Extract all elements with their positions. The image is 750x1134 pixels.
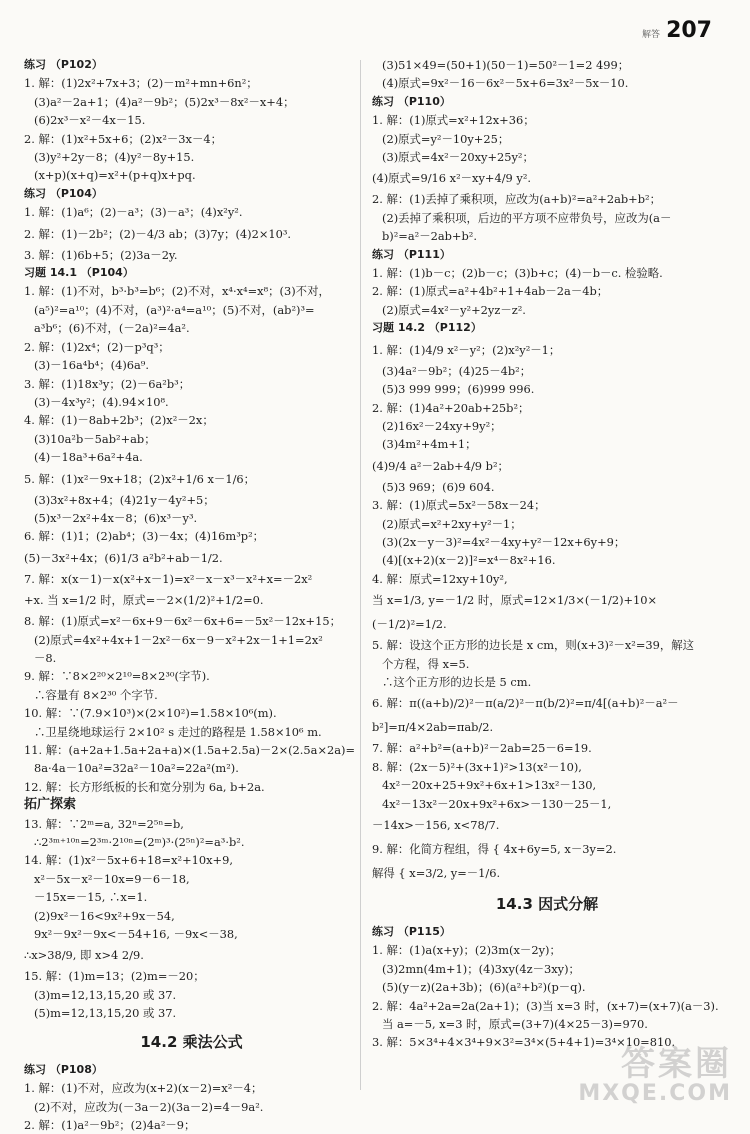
answer-line: 1. 解：(1)原式=x²+12x+36； bbox=[372, 113, 535, 128]
answer-line: 10. 解：∵(7.9×10³)×(2×10²)=1.58×10⁶(m). bbox=[24, 706, 277, 721]
answer-line: 1. 解：(1)b－c；(2)b－c；(3)b+c；(4)－b－c. 检验略. bbox=[372, 266, 663, 281]
answer-line: 1. 解：(1)不对，b³·b³=b⁶；(2)不对，x⁴·x⁴=x⁸；(3)不对， bbox=[24, 284, 330, 299]
answer-line: (5)x³－2x²+4x－8；(6)x³－y³. bbox=[34, 510, 198, 525]
answer-line: 2. 解：(1)2x⁴；(2)－p³q³； bbox=[24, 339, 170, 354]
answer-line: 13. 解：∵2ᵐ=a, 32ⁿ=2⁵ⁿ=b, bbox=[24, 816, 184, 831]
answer-line: (3)a²－2a+1；(4)a²－9b²；(5)2x³－8x²－x+4； bbox=[34, 94, 295, 109]
answer-line: (3)－16a⁴b⁴；(4)6a⁹. bbox=[34, 358, 149, 373]
answer-line: (3)4m²+4m+1； bbox=[382, 437, 477, 452]
answer-line: 3. 解：(1)18x³y；(2)－6a²b³； bbox=[24, 376, 191, 391]
answer-line: 4x²－13x²－20x+9x²+6x>－130－25－1, bbox=[382, 796, 612, 811]
answer-line: 3. 解：(1)6b+5；(2)3a－2y. bbox=[24, 247, 178, 262]
answer-line: 12. 解：长方形纸板的长和宽分别为 6a, b+2a. bbox=[24, 779, 265, 794]
exercise-heading: 习题 14.1 （P104） bbox=[24, 266, 134, 280]
page-header bbox=[642, 18, 712, 43]
answer-line: (－1/2)²=1/2. bbox=[372, 617, 447, 632]
answer-line: (5)3 969；(6)9 604. bbox=[382, 479, 495, 494]
answer-line: (3)3x²+8x+4；(4)21y－4y²+5； bbox=[34, 492, 215, 507]
section-heading: 14.2 乘法公式 bbox=[140, 1032, 243, 1051]
section-heading: 14.3 因式分解 bbox=[495, 895, 599, 913]
answer-line: 9. 解：∵8×2²⁰×2¹⁰=8×2³⁰(字节). bbox=[24, 669, 210, 684]
page-number: 207 bbox=[666, 18, 712, 43]
answer-line: 2. 解：(1)－2b²；(2)－4/3 ab；(3)7y；(4)2×10³. bbox=[24, 226, 292, 241]
answer-line: (3)y²+2y－8；(4)y²－8y+15. bbox=[34, 150, 195, 165]
answer-line: ∴这个正方形的边长是 5 cm. bbox=[382, 674, 532, 689]
answer-line: 1. 解：(1)4/9 x²－y²；(2)x²y²－1； bbox=[372, 342, 561, 357]
answer-line: ∴容量有 8×2³⁰ 个字节. bbox=[34, 687, 158, 702]
answer-line: 2. 解：(1)丢掉了乘积项，应改为(a+b)²=a²+2ab+b²； bbox=[372, 192, 661, 207]
exercise-heading: 练习 （P104） bbox=[24, 186, 103, 200]
answer-line: (2)原式=x²+2xy+y²－1； bbox=[382, 516, 522, 531]
answer-line: 2. 解：4a²+2a=2a(2a+1)；(3)当 x=3 时，(x+7)=(x+7)(a－3). bbox=[372, 998, 719, 1013]
watermark-text-cn: 答案圈 bbox=[621, 1044, 732, 1084]
answer-line: 个方程，得 x=5. bbox=[382, 656, 470, 671]
answer-line: 4x²－20x+25+9x²+6x+1>13x²－130, bbox=[382, 778, 597, 793]
answer-line: 4. 解：(1)－8ab+2b³；(2)x²－2x； bbox=[24, 413, 214, 428]
answer-line: (5)(y－z)(2a+3b)；(6)(a²+b²)(p－q). bbox=[382, 980, 586, 995]
exercise-heading: 习题 14.2 （P112） bbox=[372, 321, 482, 335]
answer-line: 解得 { x=3/2, y=－1/6. bbox=[372, 866, 501, 880]
exercise-heading: 拓广探索 bbox=[24, 797, 77, 813]
exercise-heading: 练习 （P110） bbox=[372, 94, 451, 108]
answer-line: +x. 当 x=1/2 时，原式=－2×(1/2)²+1/2=0. bbox=[24, 593, 264, 608]
answer-line: (2)原式=4x²－y²+2yz－z². bbox=[382, 302, 526, 317]
answer-line: (3)原式=4x²－20xy+25y²； bbox=[382, 150, 534, 165]
answer-line: (x+p)(x+q)=x²+(p+q)x+pq. bbox=[34, 168, 196, 183]
answer-line: 8. 解：(2x－5)²+(3x+1)²>13(x²－10), bbox=[372, 759, 582, 774]
answer-line: 9x²－9x²－9x<－54+16, －9x<－38, bbox=[34, 927, 238, 942]
answer-line: a³b⁶；(6)不对，(－2a)²=4a². bbox=[34, 321, 190, 336]
answer-line: (5)3 999 999；(6)999 996. bbox=[382, 382, 535, 397]
answer-line: 14. 解：(1)x²－5x+6+18=x²+10x+9, bbox=[24, 853, 233, 868]
answer-line: (4)原式=9x²－16－6x²－5x+6=3x²－5x－10. bbox=[382, 76, 629, 91]
answer-line: －15x=－15, ∴x=1. bbox=[34, 890, 148, 905]
answer-line: ∴x>38/9, 即 x>4 2/9. bbox=[24, 948, 144, 963]
answer-line: 2. 解：(1)原式=a²+4b²+1+4ab－2a－4b； bbox=[372, 284, 609, 299]
exercise-heading: 练习 （P111） bbox=[372, 247, 451, 261]
answer-line: 1. 解：(1)a(x+y)；(2)3m(x－2y)； bbox=[372, 943, 561, 958]
answer-line: (2)原式=y²－10y+25； bbox=[382, 131, 510, 146]
answer-line: (3)51×49=(50+1)(50－1)=50²－1=2 499； bbox=[382, 58, 630, 72]
answer-line: 4. 解：原式=12xy+10y², bbox=[372, 571, 508, 586]
answer-line: 1. 解：(1)不对，应改为(x+2)(x－2)=x²－4； bbox=[24, 1081, 263, 1096]
answer-line: (2)丢掉了乘积项，后边的平方项不应带负号，应改为(a－ bbox=[382, 210, 672, 225]
answer-line: (4)－18a³+6a²+4a. bbox=[34, 450, 143, 465]
right-column bbox=[372, 56, 722, 1052]
answer-line: 6. 解：π((a+b)/2)²－π(a/2)²－π(b/2)²=π/4[(a+b)²－a²－ bbox=[372, 696, 679, 711]
left-column bbox=[24, 56, 359, 1134]
answer-line: 3. 解：(1)原式=5x²－58x－24； bbox=[372, 498, 546, 513]
answer-line: 1. 解：(1)a⁶；(2)－a³；(3)－a³；(4)x²y². bbox=[24, 205, 243, 220]
answer-line: 2. 解：(1)a²－9b²；(2)4a²－9； bbox=[24, 1117, 196, 1132]
answer-line: －14x>－156, x<78/7. bbox=[372, 818, 500, 832]
answer-line: (3)m=12,13,15,20 或 37. bbox=[34, 987, 177, 1002]
answer-line: (5)－3x²+4x；(6)1/3 a²b²+ab－1/2. bbox=[24, 550, 223, 565]
answer-line: 当 x=1/3, y=－1/2 时，原式=12×1/3×(－1/2)+10× bbox=[372, 593, 658, 608]
answer-line: b²]=π/4×2ab=πab/2. bbox=[372, 720, 494, 735]
answer-line: (3)－4x³y²；(4).94×10⁸. bbox=[34, 394, 169, 409]
answer-line: 7. 解：x(x－1)－x(x²+x－1)=x²－x－x³－x²+x=－2x² bbox=[24, 571, 313, 586]
answer-line: (2)16x²－24xy+9y²； bbox=[382, 418, 502, 433]
answer-line: (2)原式=4x²+4x+1－2x²－6x－9－x²+2x－1+1=2x² bbox=[34, 632, 323, 647]
exercise-heading: 练习 （P102） bbox=[24, 58, 103, 71]
exercise-heading: 练习 （P115） bbox=[372, 925, 451, 938]
answer-line: (4)9/4 a²－2ab+4/9 b²； bbox=[372, 458, 509, 473]
answer-line: 11. 解：(a+2a+1.5a+2a+a)×(1.5a+2.5a)－2×(2.5a×2a)= bbox=[24, 743, 356, 757]
answer-line: 2. 解：(1)4a²+20ab+25b²； bbox=[372, 400, 530, 415]
answer-line: 3. 解：5×3⁴+4×3⁴+9×3²=3⁴×(5+4+1)=3⁴×10=810. bbox=[372, 1035, 676, 1050]
answer-line: (3)(2x－y－3)²=4x²－4xy+y²－12x+6y+9； bbox=[382, 534, 626, 549]
answer-line: 当 a=－5, x=3 时，原式=(3+7)(4×25－3)=970. bbox=[382, 1017, 648, 1032]
answer-line: 9. 解：化简方程组，得 { 4x+6y=5, x－3y=2. bbox=[372, 842, 617, 856]
answer-line: 5. 解：(1)x²－9x+18；(2)x²+1/6 x－1/6； bbox=[24, 471, 256, 486]
answer-line: 6. 解：(1)1；(2)ab⁴；(3)－4x；(4)16m³p²； bbox=[24, 529, 265, 544]
answer-line: (3)10a²b－5ab²+ab； bbox=[34, 431, 156, 446]
answer-line: 5. 解：设这个正方形的边长是 x cm，则(x+3)²－x²=39，解这 bbox=[372, 638, 695, 653]
answer-line: (4)原式=9/16 x²－xy+4/9 y². bbox=[372, 171, 532, 186]
answer-line: (6)2x³－x²－4x－15. bbox=[34, 113, 146, 128]
column-divider bbox=[360, 60, 361, 1090]
answer-line: x²－5x－x²－10x=9－6－18, bbox=[34, 871, 190, 886]
answer-line: (2)9x²－16<9x²+9x－54, bbox=[34, 908, 175, 923]
answer-line: ∴2³ᵐ⁺¹⁰ⁿ=2³ᵐ·2¹⁰ⁿ=(2ᵐ)³·(2⁵ⁿ)²=a³·b². bbox=[34, 835, 245, 850]
answer-line: (3)2mn(4m+1)；(4)3xy(4z－3xy)； bbox=[382, 961, 580, 976]
answer-line: (4)[(x+2)(x－2)]²=x⁴－8x²+16. bbox=[382, 553, 556, 568]
answer-line: 7. 解：a²+b²=(a+b)²－2ab=25－6=19. bbox=[372, 741, 592, 756]
watermark-logo bbox=[578, 1036, 732, 1106]
answer-line: 1. 解：(1)2x²+7x+3；(2)－m²+mn+6n²； bbox=[24, 76, 258, 91]
answer-line: (a⁵)²=a¹⁰；(4)不对，(a³)²·a⁴=a¹⁰；(5)不对，(ab²)³= bbox=[34, 302, 315, 317]
answer-line: (3)4a²－9b²；(4)25－4b²； bbox=[382, 363, 532, 378]
answer-line: (2)不对，应改为(－3a－2)(3a－2)=4－9a². bbox=[34, 1099, 264, 1114]
answer-line: 2. 解：(1)x²+5x+6；(2)x²－3x－4； bbox=[24, 131, 223, 146]
answer-line: (5)m=12,13,15,20 或 37. bbox=[34, 1006, 177, 1021]
answer-line: 8a·4a－10a²=32a²－10a²=22a²(m²). bbox=[34, 761, 239, 776]
answer-line: b)²=a²－2ab+b². bbox=[382, 229, 477, 244]
exercise-heading: 练习 （P108） bbox=[24, 1062, 103, 1076]
answer-line: －8. bbox=[34, 650, 57, 665]
watermark-text-en: MXQE.COM bbox=[578, 1081, 732, 1106]
answer-line: 8. 解：(1)原式=x²－6x+9－6x²－6x+6=－5x²－12x+15； bbox=[24, 614, 341, 629]
section-tag: 解答 bbox=[642, 30, 661, 40]
answer-line: 15. 解：(1)m=13；(2)m=－20； bbox=[24, 969, 205, 984]
answer-line: ∴卫星绕地球运行 2×10² s 走过的路程是 1.58×10⁶ m. bbox=[34, 724, 322, 739]
